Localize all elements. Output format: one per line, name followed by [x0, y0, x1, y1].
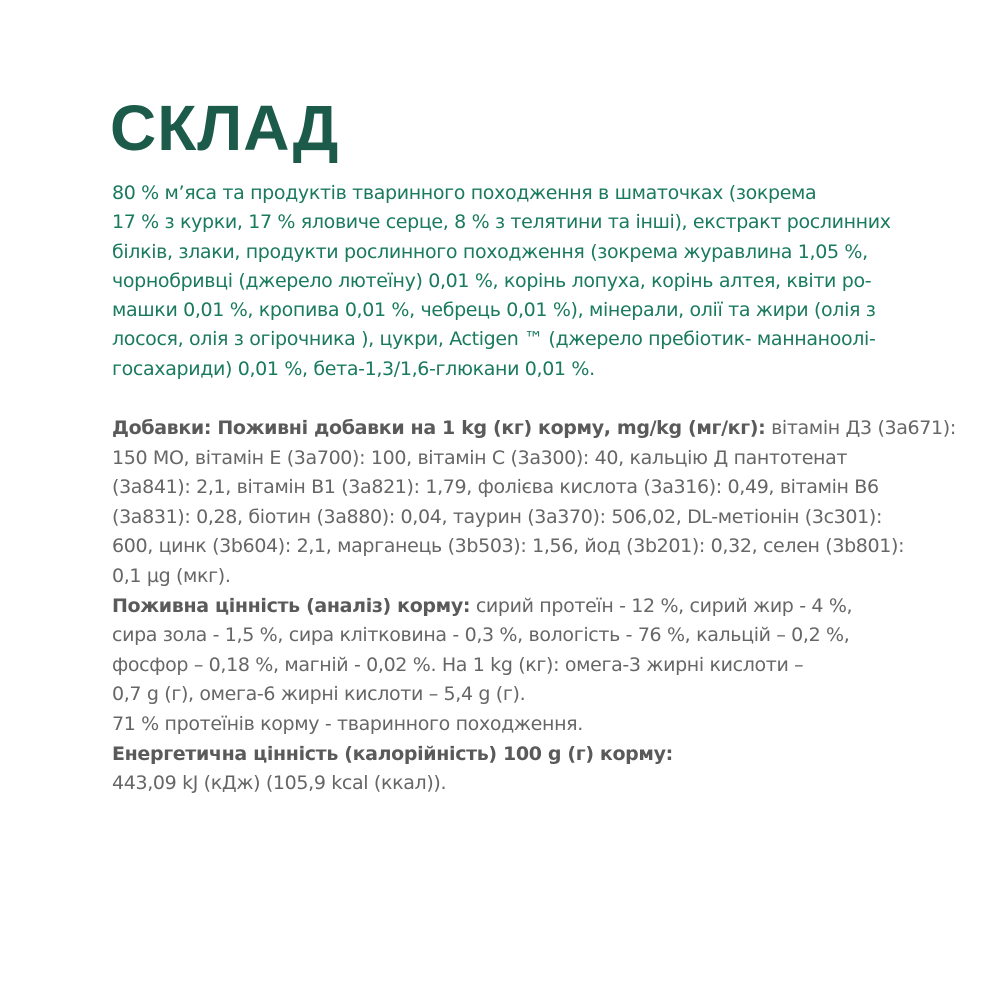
- additives-first-line: [112, 414, 956, 444]
- nutrition-line: 0,7 g (г), омега-6 жирні кислоти – 5,4 g (г).: [112, 683, 526, 706]
- additives-heading: Добавки: Поживні добавки на 1 kg (кг) корму, mg/kg (мг/кг):: [112, 417, 766, 439]
- nutrition-line: фосфор – 0,18 %, магній - 0,02 %. На 1 kg (кг): омега-3 жирні кислоти –: [112, 653, 804, 676]
- composition-line: чорнобривці (джерело лютеїну) 0,01 %, корінь лопуха, корінь алтея, квіти ро-: [112, 269, 872, 292]
- composition-line: 17 % з курки, 17 % яловиче серце, 8 % з телятини та інші), екстракт рослинних: [112, 211, 891, 234]
- additives-text: вітамін Д3 (3а671):: [765, 417, 956, 439]
- energy-heading-line: [112, 740, 902, 770]
- additives-line: 600, цинк (3b604): 2,1, марганець (3b503): 1,56, йод (3b201): 0,32, селен (3b801):: [112, 535, 905, 558]
- nutrition-heading: Поживна цінність (аналіз) корму:: [112, 594, 471, 617]
- page-title: СКЛАД: [110, 92, 340, 164]
- composition-line: білків, злаки, продукти рослинного походження (зокрема журавлина 1,05 %,: [112, 240, 868, 263]
- nutrition-first-line: [112, 592, 902, 622]
- composition-text: [112, 179, 902, 384]
- nutrition-line: сира зола - 1,5 %, сира клітковина - 0,3 %, вологість - 76 %, кальцій – 0,2 %,: [112, 624, 850, 647]
- additives-line: (3а831): 0,28, біотин (3а880): 0,04, таурин (3а370): 506,02, DL-метіонін (3с301):: [112, 505, 883, 528]
- nutrition-line: 71 % протеїнів корму - тваринного походження.: [112, 712, 583, 735]
- additives-line: 0,1 µg (мкг).: [112, 564, 231, 587]
- additives-line: (3а841): 2,1, вітамін В1 (3а821): 1,79, фолієва кислота (3а316): 0,49, вітамін В6: [112, 476, 879, 499]
- composition-line: лосося, олія з огірочника ), цукри, Actigen ™ (джерело пребіотик- маннаноолі-: [112, 328, 876, 351]
- nutrition-text: сирий протеїн - 12 %, сирий жир - 4 %,: [470, 594, 853, 617]
- composition-line: машки 0,01 %, кропива 0,01 %, чебрець 0,01 %), мінерали, олії та жири (олія з: [112, 299, 876, 322]
- energy-heading: Енергетична цінність (калорійність) 100 g (г) корму:: [112, 742, 673, 765]
- energy-value: 443,09 kJ (кДж) (105,9 kcal (ккал)).: [112, 772, 447, 795]
- composition-line: госахариди) 0,01 %, бета-1,3/1,6-глюкани 0,01 %.: [112, 357, 595, 380]
- additives-nutrition-block: [112, 414, 956, 799]
- additives-line: 150 МО, вітамін Е (3а700): 100, вітамін С (3а300): 40, кальцію Д пантотенат: [112, 446, 848, 469]
- composition-line: 80 % м’яса та продуктів тваринного походження в шматочках (зокрема: [112, 182, 817, 204]
